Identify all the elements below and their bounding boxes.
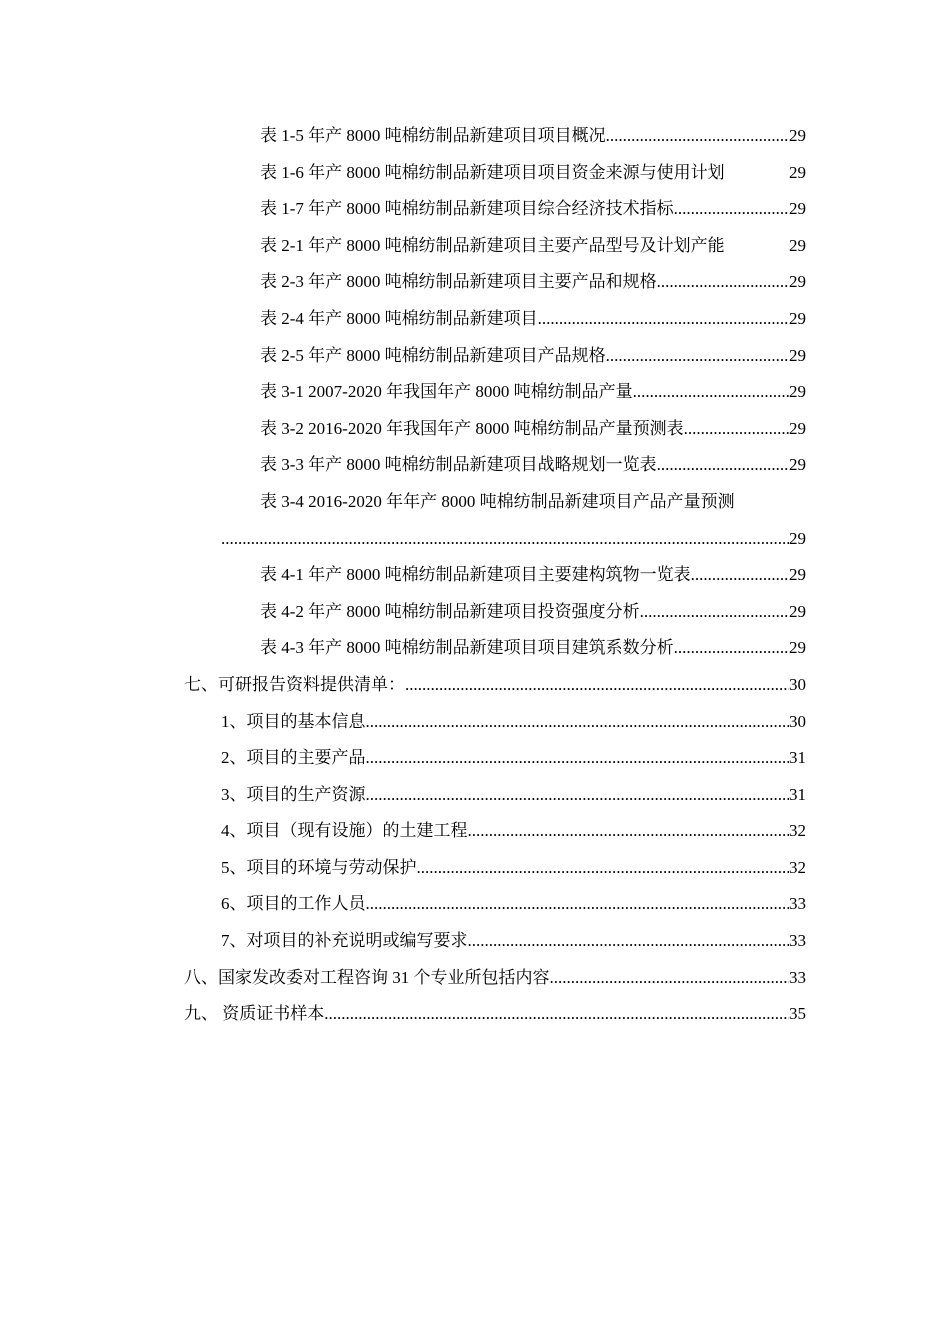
- toc-entry-title: 表 1-5 年产 8000 吨棉纺制品新建项目项目概况: [260, 126, 606, 145]
- toc-page-number: 29: [789, 235, 806, 255]
- toc-page-number: 33: [789, 931, 806, 951]
- toc-leader-dots: [366, 777, 790, 814]
- toc-entry-title: 表 1-7 年产 8000 吨棉纺制品新建项目综合经济技术指标: [260, 199, 674, 219]
- toc-leader-dots: [640, 594, 789, 631]
- toc-page-number: 35: [789, 1004, 806, 1024]
- toc-leader-dots: [538, 301, 789, 338]
- toc-page-number: 29: [789, 199, 806, 219]
- toc-page-number: 29: [789, 162, 806, 182]
- toc-page-number: 30: [789, 674, 806, 694]
- toc-leader-dots: [684, 411, 789, 448]
- toc-page-number: 29: [789, 308, 806, 328]
- toc-entry-title: 4、项目（现有设施）的土建工程: [221, 821, 468, 841]
- toc-page-number: 33: [789, 967, 806, 987]
- toc-entry-title: 表 4-1 年产 8000 吨棉纺制品新建项目主要建构筑物一览表: [260, 565, 691, 585]
- toc-entry-title: 3、项目的生产资源: [221, 784, 366, 804]
- toc-page-number: 29: [789, 601, 806, 621]
- toc-leader-dots: [606, 338, 789, 375]
- toc-leader-dots: [633, 374, 789, 411]
- toc-entry-title: 1、项目的基本信息: [221, 711, 366, 731]
- toc-leader-dots: [657, 264, 789, 301]
- toc-entry-title: 表 2-1 年产 8000 吨棉纺制品新建项目主要产品型号及计划产能: [260, 235, 725, 255]
- toc-entry-title: 表 4-2 年产 8000 吨棉纺制品新建项目投资强度分析: [260, 601, 640, 621]
- toc-page-number: 29: [789, 528, 806, 548]
- toc-entry[interactable]: [260, 191, 950, 228]
- toc-page-number: 32: [789, 857, 806, 877]
- toc-entry-title: 八、国家发改委对工程咨询 31 个专业所包括内容: [184, 967, 550, 987]
- toc-entry[interactable]: [260, 155, 950, 192]
- toc-entry[interactable]: [221, 850, 950, 887]
- toc-page-number: 29: [789, 272, 806, 292]
- toc-leader-dots: [324, 996, 789, 1033]
- toc-entry[interactable]: [260, 630, 950, 667]
- toc-page-number: 29: [789, 126, 806, 145]
- toc-entry[interactable]: [260, 228, 950, 265]
- toc-leader-dots: [366, 740, 790, 777]
- toc-entry[interactable]: [260, 447, 950, 484]
- toc-leader-dots: [468, 923, 790, 960]
- toc-page-number: 31: [789, 748, 806, 768]
- toc-entry-title: 表 2-5 年产 8000 吨棉纺制品新建项目产品规格: [260, 345, 606, 365]
- toc-entry[interactable]: [260, 301, 950, 338]
- toc-entry-title: 6、项目的工作人员: [221, 894, 366, 914]
- toc-leader-dots: [691, 557, 789, 594]
- toc-entry[interactable]: [221, 923, 950, 960]
- toc-leader-dots: [405, 667, 789, 704]
- toc-page-number: 32: [789, 821, 806, 841]
- toc-entry[interactable]: [184, 996, 950, 1033]
- toc-page-number: 30: [789, 711, 806, 731]
- toc-entry[interactable]: [184, 667, 950, 704]
- toc-entry[interactable]: [221, 740, 950, 777]
- toc-entry[interactable]: [221, 777, 950, 814]
- toc-entry[interactable]: [260, 411, 950, 448]
- toc-page-number: 29: [789, 418, 806, 438]
- toc-entry[interactable]: [221, 813, 950, 850]
- toc-entry[interactable]: [260, 594, 950, 631]
- toc-page-number: 33: [789, 894, 806, 914]
- toc-leader-dots: [221, 521, 789, 558]
- toc-page-number: 29: [789, 382, 806, 402]
- toc-page-number: 31: [789, 784, 806, 804]
- toc-entry-title: 表 3-3 年产 8000 吨棉纺制品新建项目战略规划一览表: [260, 455, 657, 475]
- toc-page-number: 29: [789, 345, 806, 365]
- toc-entry-title: 7、对项目的补充说明或编写要求: [221, 931, 468, 951]
- toc-entry-title: 九、 资质证书样本: [184, 1004, 325, 1024]
- toc-entry[interactable]: [260, 264, 950, 301]
- toc-entry-title: 5、项目的环境与劳动保护: [221, 857, 417, 877]
- toc-entry-continuation: [260, 521, 950, 558]
- toc-leader-dots: [674, 191, 789, 228]
- toc-entry[interactable]: [260, 484, 950, 521]
- toc-entry-title: 表 3-4 2016-2020 年年产 8000 吨棉纺制品新建项目产品产量预测: [260, 491, 735, 511]
- toc-entry[interactable]: [184, 960, 950, 997]
- toc-leader-dots: [468, 813, 790, 850]
- toc-page-number: 29: [789, 455, 806, 475]
- toc-entry-title: 七、可研报告资料提供清单：: [184, 674, 405, 694]
- toc-entry[interactable]: [260, 118, 950, 155]
- toc-entry-title: 表 4-3 年产 8000 吨棉纺制品新建项目项目建筑系数分析: [260, 638, 674, 658]
- toc-page-number: 29: [789, 638, 806, 658]
- toc-page-number: 29: [789, 565, 806, 585]
- toc-entry-title: 表 2-3 年产 8000 吨棉纺制品新建项目主要产品和规格: [260, 272, 657, 292]
- toc-leader-dots: [366, 704, 790, 741]
- table-of-contents: [0, 118, 950, 1033]
- toc-entry[interactable]: [260, 338, 950, 375]
- toc-entry-title: 表 2-4 年产 8000 吨棉纺制品新建项目: [260, 308, 538, 328]
- toc-entry-title: 表 1-6 年产 8000 吨棉纺制品新建项目项目资金来源与使用计划: [260, 162, 725, 182]
- toc-entry-title: 表 3-2 2016-2020 年我国年产 8000 吨棉纺制品产量预测表: [260, 418, 684, 438]
- toc-entry[interactable]: [260, 374, 950, 411]
- toc-entry[interactable]: [260, 557, 950, 594]
- toc-entry[interactable]: [221, 704, 950, 741]
- toc-leader-dots: [606, 118, 789, 155]
- toc-leader-dots: [366, 886, 790, 923]
- toc-leader-dots: [657, 447, 789, 484]
- toc-entry-title: 表 3-1 2007-2020 年我国年产 8000 吨棉纺制品产量: [260, 382, 633, 402]
- toc-entry-title: 2、项目的主要产品: [221, 748, 366, 768]
- toc-entry[interactable]: [221, 886, 950, 923]
- toc-leader-dots: [550, 960, 790, 997]
- toc-leader-dots: [417, 850, 790, 887]
- toc-leader-dots: [674, 630, 789, 667]
